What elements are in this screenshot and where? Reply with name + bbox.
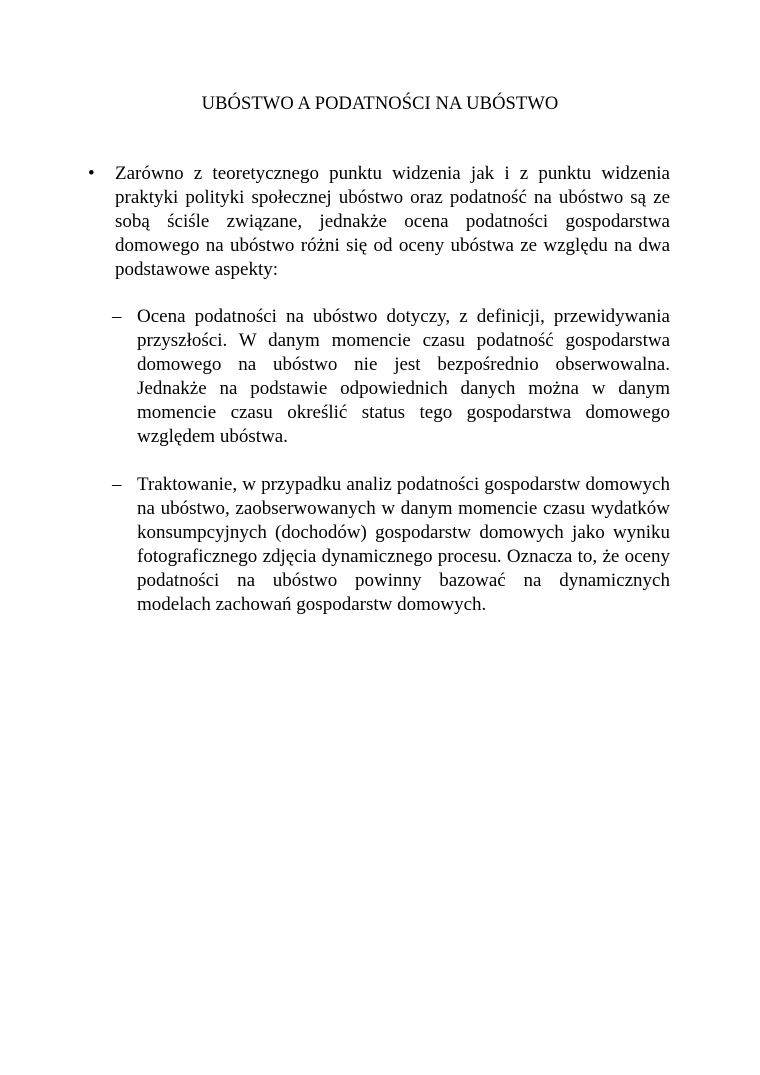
document-title: UBÓSTWO A PODATNOŚCI NA UBÓSTWO (201, 94, 559, 114)
dash-marker: – (112, 306, 122, 327)
dash-marker: – (112, 474, 122, 495)
bullet-paragraph: Zarówno z teoretycznego punktu widzenia jak i z punktu widzenia praktyki polityki społecznej ubóstwo oraz podatność na ubóstwo są ze sobą ściśle związane, jednakże ocena podatności gospodarstwa domowego na ubóstwo różni się od oceny ubóstwa ze względu na dwa podstawowe aspekty: (115, 163, 670, 280)
bullet-marker: • (88, 163, 95, 184)
sub-item-paragraph: Ocena podatności na ubóstwo dotyczy, z definicji, przewidywania przyszłości. W danym momencie czasu podatność gospodarstwa domowego na ubóstwo nie jest bezpośrednio obserwowalna. Jednakże na podstawie odpowiednich danych można w danym momencie czasu określić status tego gospodarstwa domowego względem ubóstwa. (137, 306, 670, 447)
sub-item-paragraph: Traktowanie, w przypadku analiz podatności gospodarstw domowych na ubóstwo, zaobserwowanych w danym momencie czasu wydatków konsumpcyjnych (dochodów) gospodarstw domowych jako wyniku fotograficznego zdjęcia dynamicznego procesu. Oznacza to, że oceny podatności na ubóstwo powinny bazować na dynamicznych modelach zachowań gospodarstw domowych. (137, 474, 670, 615)
